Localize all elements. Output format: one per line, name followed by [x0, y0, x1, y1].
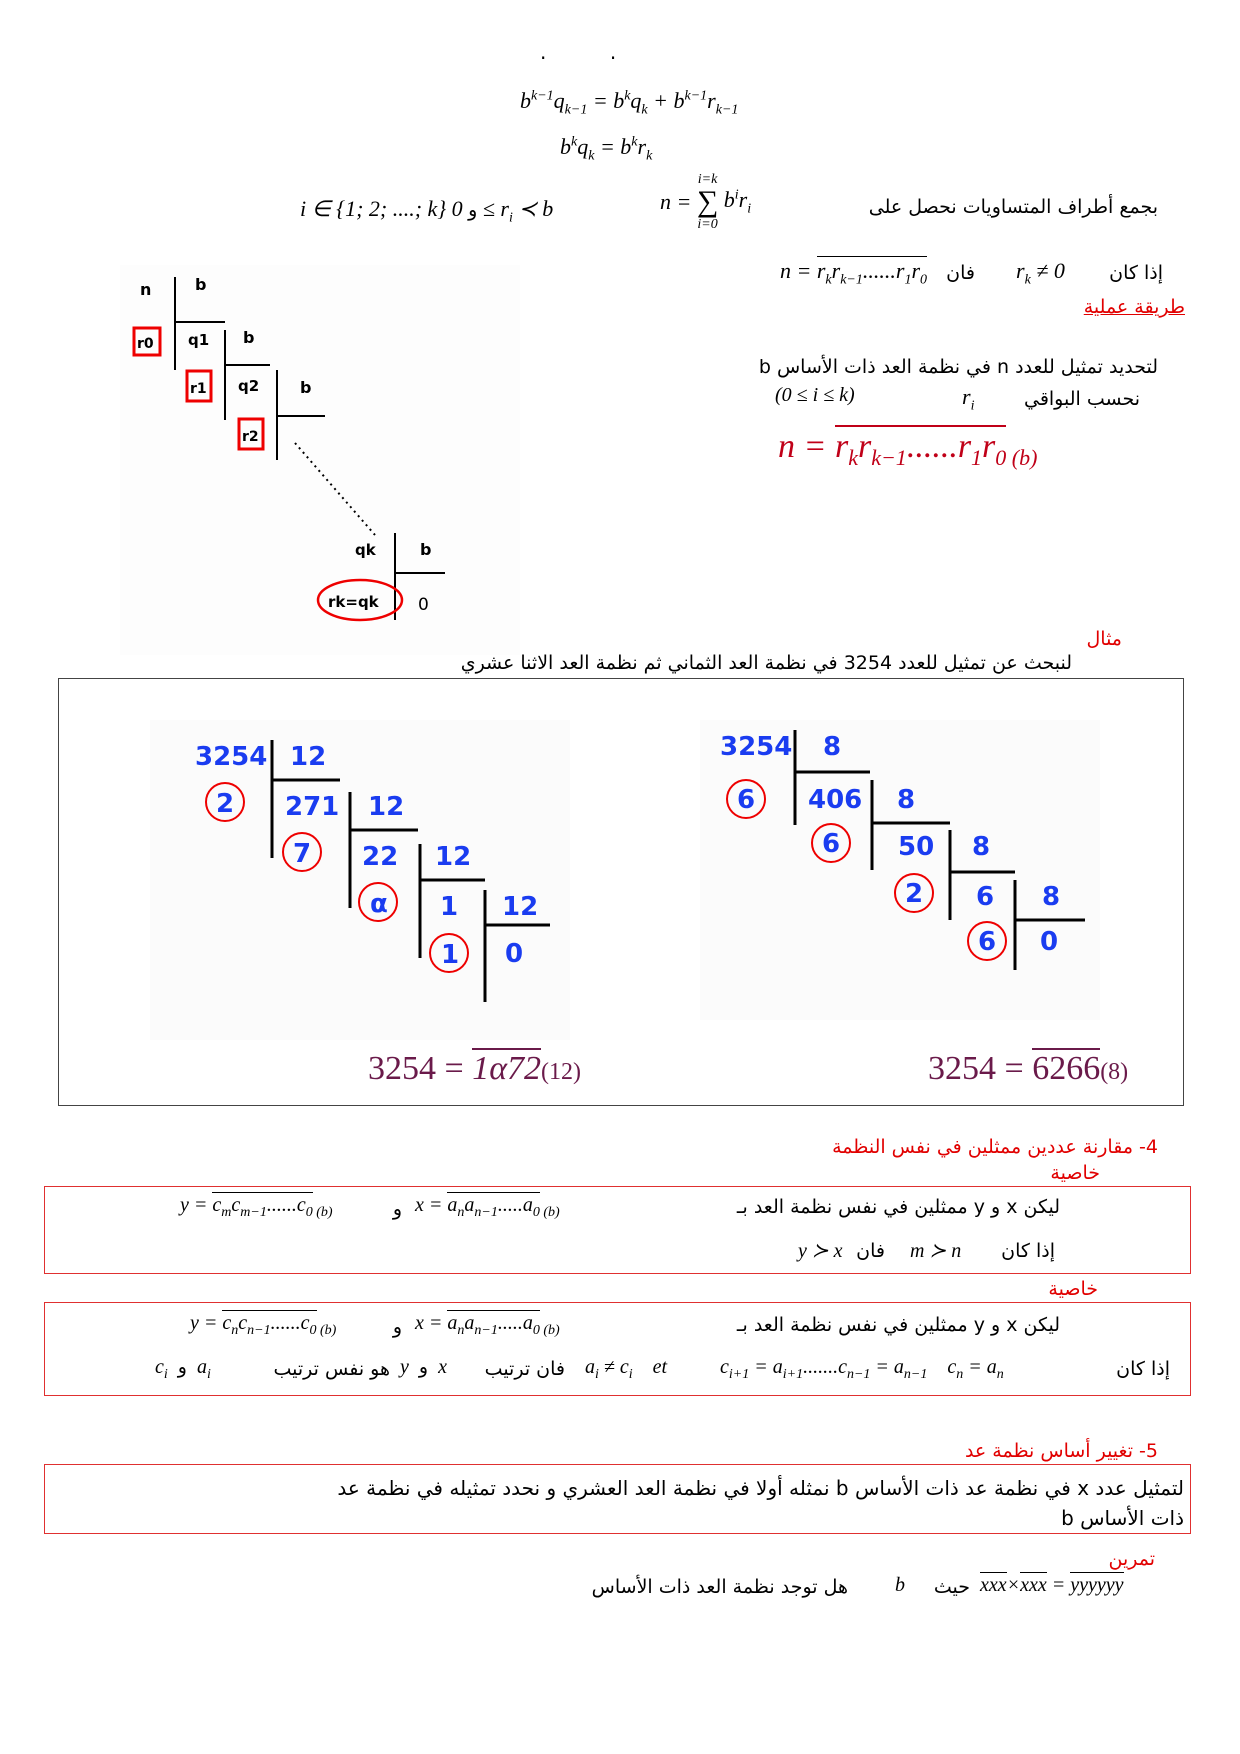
diagram-r2: r2 — [242, 429, 259, 445]
division-diagram — [120, 265, 520, 655]
prop2-label: خاصية — [1048, 1278, 1098, 1300]
diagram-rk: rk=qk — [328, 593, 379, 611]
diagram-qk: qk — [355, 541, 376, 559]
b8-dividend-0: 3254 — [720, 732, 793, 762]
base8-digits: 6266 — [1032, 1050, 1101, 1087]
b12-rem-1: 7 — [293, 839, 312, 869]
b12-dividend-0: 3254 — [195, 742, 268, 772]
diagram-bk: b — [420, 540, 432, 559]
range-text: (0 ≤ i ≤ k) — [775, 384, 855, 406]
base12-digits: 1α72 — [472, 1050, 542, 1087]
equation-1: $b^{k-1}q_{k-1} = b^kq_k + b^{k-1}r_{k-1}$ — [520, 88, 739, 118]
exercise-b: b — [895, 1574, 905, 1596]
base12-division — [150, 720, 570, 1040]
prop1-x-repr: $x = a_na_{n-1}.....a_0$ $_{(b)}$ — [415, 1194, 560, 1220]
b8-dividend-3: 6 — [976, 882, 995, 912]
example-label: مثال — [1086, 628, 1122, 650]
rk-representation: $n = r_kr_{k-1}......r_1r_0$ — [780, 258, 927, 288]
prop2-line2-then: فان ترتيب — [484, 1358, 565, 1380]
exercise-label: تمرين — [1108, 1548, 1155, 1570]
prop2-ci-ai: $c_i$ و $a_i$ — [155, 1356, 211, 1382]
method-title: طريقة عملية — [1083, 296, 1185, 318]
prop1-label: خاصية — [1050, 1162, 1100, 1184]
prop2-y-repr: $y = c_nc_{n-1}......c_0$ $_{(b)}$ — [190, 1312, 337, 1338]
prop2-line2-if: إذا كان — [1116, 1358, 1170, 1380]
prop2-xy: y و x — [400, 1356, 447, 1378]
prop2-and: و — [392, 1316, 402, 1338]
b8-rem-2: 2 — [905, 879, 924, 909]
sum-formula: n = i=k ∑ i=0 $b^ir_i$ — [660, 172, 752, 232]
b8-rem-1: 6 — [822, 829, 841, 859]
section5-title: 5- تغيير أساس نظمة عد — [964, 1440, 1158, 1462]
prop2-condition-2: $a_i \ne c_i$ et — [585, 1356, 668, 1382]
b8-dividend-2: 50 — [898, 832, 935, 862]
rk-then-text: فان — [946, 262, 975, 284]
exercise-where: حيث — [933, 1576, 970, 1598]
rk-nonzero: $r_k \ne 0$ — [1016, 258, 1065, 288]
rk-if-text: إذا كان — [1109, 262, 1163, 284]
b12-dividend-1: 271 — [285, 792, 340, 822]
section4-title: 4- مقارنة عددين ممثلين في نفس النظمة — [832, 1136, 1158, 1158]
sum-line-text: بجمع أطراف المتساويات نحصل على — [868, 196, 1158, 218]
prop1-line2-if: إذا كان — [1001, 1240, 1055, 1262]
b12-divisor-1: 12 — [368, 792, 405, 822]
b12-divisor-0: 12 — [290, 742, 327, 772]
remainder-bounds: i ∈ {1; 2; ....; k} و $0 \le r_i$ ≺ b — [300, 196, 554, 226]
big-representation: $n = r_kr_{k-1}......r_1r_0$ $_{(b)}$ — [778, 428, 1037, 471]
b12-dividend-4: 0 — [505, 939, 524, 969]
b8-divisor-0: 8 — [823, 732, 842, 762]
diagram-q1: q1 — [188, 331, 210, 349]
b8-divisor-2: 8 — [972, 832, 991, 862]
diagram-b1: b — [243, 328, 255, 347]
diagram-q2: q2 — [238, 377, 260, 395]
base8-division — [700, 720, 1100, 1020]
prop1-line2-then: فان — [856, 1240, 885, 1262]
b8-divisor-1: 8 — [897, 785, 916, 815]
method-line-2: نحسب البواقي — [1023, 388, 1140, 410]
exercise-text: هل توجد نظمة العد ذات الأساس — [591, 1576, 848, 1598]
top-dots: . . — [540, 40, 617, 64]
base12-result: 3254 = 1α72(12) — [368, 1050, 582, 1087]
prop2-line2-end: هو نفس ترتيب — [273, 1358, 390, 1380]
diagram-b0: b — [195, 275, 207, 294]
ri-symbol: $r_i$ — [962, 384, 975, 414]
b8-dividend-4: 0 — [1040, 927, 1059, 957]
diagram-zero: 0 — [418, 595, 429, 615]
prop1-line1: ليكن x و y ممثلين في نفس نظمة العد بـ — [736, 1196, 1060, 1218]
b12-rem-0: 2 — [216, 789, 235, 819]
method-line-1: لتحديد تمثيل للعدد n في نظمة العد ذات الأساس b — [758, 356, 1158, 378]
diagram-r1: r1 — [190, 381, 207, 397]
base8-result: 3254 = 6266(8) — [928, 1050, 1129, 1087]
b12-divisor-2: 12 — [435, 842, 472, 872]
diagram-n: n — [140, 280, 152, 299]
diagram-b2: b — [300, 378, 312, 397]
diagram-r0: r0 — [137, 336, 154, 352]
prop1-condition: m ≻ n — [910, 1240, 962, 1262]
equation-2: $b^kq_k = b^kr_k$ — [560, 134, 653, 164]
b12-divisor-3: 12 — [502, 892, 539, 922]
prop2-x-repr: $x = a_na_{n-1}.....a_0$ $_{(b)}$ — [415, 1312, 560, 1338]
exercise-equation: xxx×xxx = yyyyyy — [980, 1574, 1124, 1596]
b8-rem-3: 6 — [978, 927, 997, 957]
prop2-condition: $c_{i+1} = a_{i+1}.......c_{n-1} = a_{n-1}$ $c_n = a_n$ — [720, 1356, 1004, 1382]
section5-line1: لتمثيل عدد x في نظمة عد ذات الأساس b نمثله أولا في نظمة العد العشري و نحدد تمثيله في نظمة عد — [337, 1476, 1184, 1500]
b8-dividend-1: 406 — [808, 785, 863, 815]
example-text: لنبحث عن تمثيل للعدد 3254 في نظمة العد الثماني ثم نظمة العد الاثنا عشري — [460, 652, 1072, 674]
prop2-line1: ليكن x و y ممثلين في نفس نظمة العد بـ — [736, 1314, 1060, 1336]
b8-divisor-3: 8 — [1042, 882, 1061, 912]
b12-dividend-2: 22 — [362, 842, 399, 872]
b12-dividend-3: 1 — [440, 892, 459, 922]
section5-line2: ذات الأساس b — [1061, 1506, 1184, 1530]
b12-rem-2: α — [370, 889, 388, 919]
b8-rem-0: 6 — [737, 785, 756, 815]
b12-rem-3: 1 — [441, 940, 460, 970]
prop1-conclusion: y ≻ x — [798, 1240, 843, 1262]
prop1-y-repr: $y = c_mc_{m-1}......c_0$ $_{(b)}$ — [180, 1194, 333, 1220]
prop1-and: و — [392, 1198, 402, 1220]
